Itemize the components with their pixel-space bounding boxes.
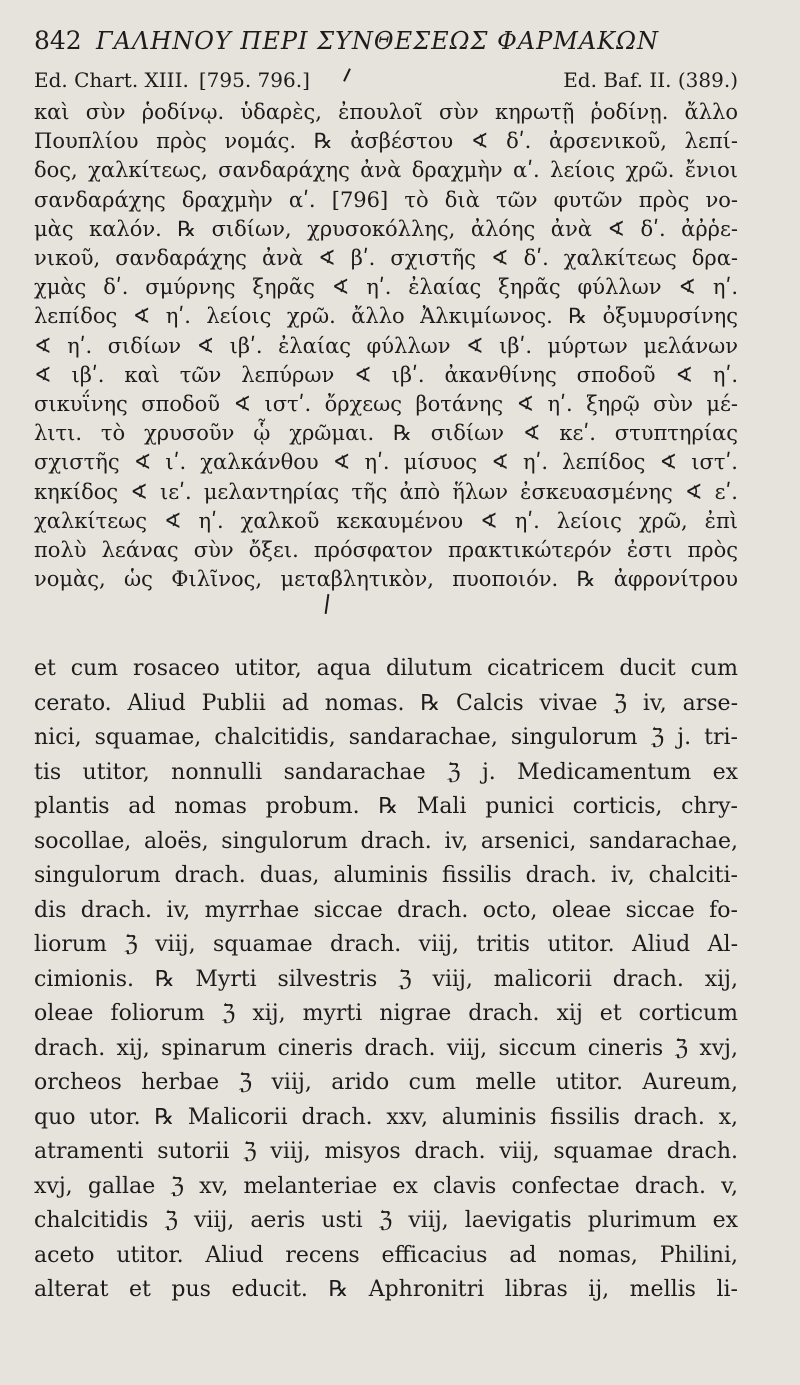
latin-text-line: atramenti sutorii ℨ viij, misyos drach. viij, squamae drach. [34, 1139, 738, 1165]
latin-text-line: nici, squamae, chalcitidis, sandarachae, singulorum ℨ j. tri- [34, 725, 738, 751]
edition-chartier [34, 68, 348, 92]
latin-text-line: dis drach. iv, myrrhae siccae drach. octo, oleae siccae fo- [34, 897, 738, 923]
latin-text-line: drach. xij, spinarum cineris drach. viij, siccum cineris ℨ xvj, [34, 1035, 738, 1061]
greek-text-line: πολὺ λεάνας σὺν ὄξει. πρόσφατον πρακτικώτερόν ἐστι πρὸς [34, 538, 738, 563]
latin-text-line: alterat et pus educit. ℞ Aphronitri libras ij, mellis li- [34, 1277, 738, 1303]
greek-text-line: ∢ ιβʹ. καὶ τῶν λεπύρων ∢ ιβʹ. ἀκανθίνης σποδοῦ ∢ ηʹ. [34, 362, 738, 387]
latin-text-line: orcheos herbae ℨ viij, arido cum melle utitor. Aureum, [34, 1070, 738, 1096]
greek-text-line: σικυΐνης σποδοῦ ∢ ιστʹ. ὄρχεως βοτάνης ∢ ηʹ. ξηρῷ σὺν μέ- [34, 392, 738, 417]
latin-text-line: xvj, gallae ℨ xv, melanteriae ex clavis confectae drach. v, [34, 1173, 738, 1199]
running-title: ΓΑΛΗΝΟΥ ΠΕΡΙ ΣΥΝΘΕΣΕΩΣ ΦΑΡΜΑΚΩΝ [96, 27, 659, 55]
column-mark [343, 68, 351, 82]
greek-text-block [34, 98, 738, 594]
greek-text-line: νομὰς, ὡς Φιλῖνος, μεταβλητικὸν, πυοποιόν. ℞ ἀφρονίτρου [34, 567, 738, 592]
latin-text-line: oleae foliorum ℨ xij, myrti nigrae drach. xij et corticum [34, 1001, 738, 1027]
latin-text-line: et cum rosaceo utitor, aqua dilutum cicatricem ducit cum [34, 656, 738, 682]
greek-text-line: κηκίδος ∢ ιεʹ. μελαντηρίας τῆς ἀπὸ ἥλων ἐσκευασμένης ∢ εʹ. [34, 479, 738, 504]
latin-text-line: aceto utitor. Aliud recens efficacius ad nomas, Philini, [34, 1242, 738, 1268]
latin-text-line: socollae, aloës, singulorum drach. iv, arsenici, sandarachae, [34, 828, 738, 854]
greek-text-line: χαλκίτεως ∢ ηʹ. χαλκοῦ κεκαυμένου ∢ ηʹ. λείοις χρῶ, ἐπὶ [34, 508, 738, 533]
latin-text-line: liorum ℨ viij, squamae drach. viij, tritis utitor. Aliud Al- [34, 932, 738, 958]
latin-text-line: cerato. Aliud Publii ad nomas. ℞ Calcis vivae ℨ iv, arse- [34, 690, 738, 716]
greek-text-line: καὶ σὺν ῥοδίνῳ. ὑδαρὲς, ἐπουλοῖ σὺν κηρωτῇ ῥοδίνῃ. ἄλλο [34, 100, 738, 124]
page-number: 842 [34, 26, 82, 55]
greek-text-line: μὰς καλόν. ℞ σιδίων, χρυσοκόλλης, ἀλόης ἀνὰ ∢ δʹ. ἀῤῥε- [34, 216, 738, 241]
latin-text-line: plantis ad nomas probum. ℞ Mali punici corticis, chry- [34, 794, 738, 820]
greek-text-line: δος, χαλκίτεως, σανδαράχης ἀνὰ δραχμὴν αʹ. λείοις χρῶ. ἔνιοι [34, 158, 738, 183]
latin-text-line: chalcitidis ℨ viij, aeris usti ℨ viij, laevigatis plurimum ex [34, 1208, 738, 1234]
edition-chartier-label: Ed. Chart. XIII. [34, 68, 189, 92]
edition-chartier-pages: [795. 796.] [198, 68, 310, 92]
greek-text-line: Πουπλίου πρὸς νομάς. ℞ ἀσβέστου ∢ δʹ. ἀρσενικοῦ, λεπί- [34, 129, 738, 154]
greek-text-line: λεπίδος ∢ ηʹ. λείοις χρῶ. ἄλλο Ἀλκιμίωνος. ℞ ὀξυμυρσίνης [34, 304, 738, 329]
greek-text-line: σανδαράχης δραχμὴν αʹ. [796] τὸ διὰ τῶν φυτῶν πρὸς νο- [34, 187, 738, 212]
column-separator [34, 594, 738, 652]
greek-text-line: νικοῦ, σανδαράχης ἀνὰ ∢ βʹ. σχιστῆς ∢ δʹ. χαλκίτεως δρα- [34, 246, 738, 271]
greek-text-line: σχιστῆς ∢ ιʹ. χαλκάνθου ∢ ηʹ. μίσυος ∢ ηʹ. λεπίδος ∢ ιστʹ. [34, 450, 738, 475]
latin-text-block [34, 652, 738, 1308]
greek-text-line: ∢ ηʹ. σιδίων ∢ ιβʹ. ἐλαίας φύλλων ∢ ιβʹ. μύρτων μελάνων [34, 333, 738, 358]
latin-text-line: cimionis. ℞ Myrti silvestris ℨ viij, malicorii drach. xij, [34, 966, 738, 992]
edition-basel [563, 68, 738, 92]
greek-text-line: λιτι. τὸ χρυσοῦν ᾧ χρῶμαι. ℞ σιδίων ∢ κεʹ. στυπτηρίας [34, 421, 738, 446]
latin-text-line: singulorum drach. duas, aluminis fissilis drach. iv, chalciti- [34, 863, 738, 889]
greek-text-line: χμὰς δʹ. σμύρνης ξηρᾶς ∢ ηʹ. ἐλαίας ξηρᾶς φύλλων ∢ ηʹ. [34, 275, 738, 300]
latin-text-line: tis utitor, nonnulli sandarachae ℨ j. Medicamentum ex [34, 759, 738, 785]
edition-reference-row [34, 68, 738, 98]
separator-mark [325, 594, 330, 614]
latin-text-line: quo utor. ℞ Malicorii drach. xxv, aluminis fissilis drach. x, [34, 1104, 738, 1130]
edition-basel-label: Ed. Baf. II. (389.) [563, 68, 738, 92]
page-header [34, 26, 738, 68]
